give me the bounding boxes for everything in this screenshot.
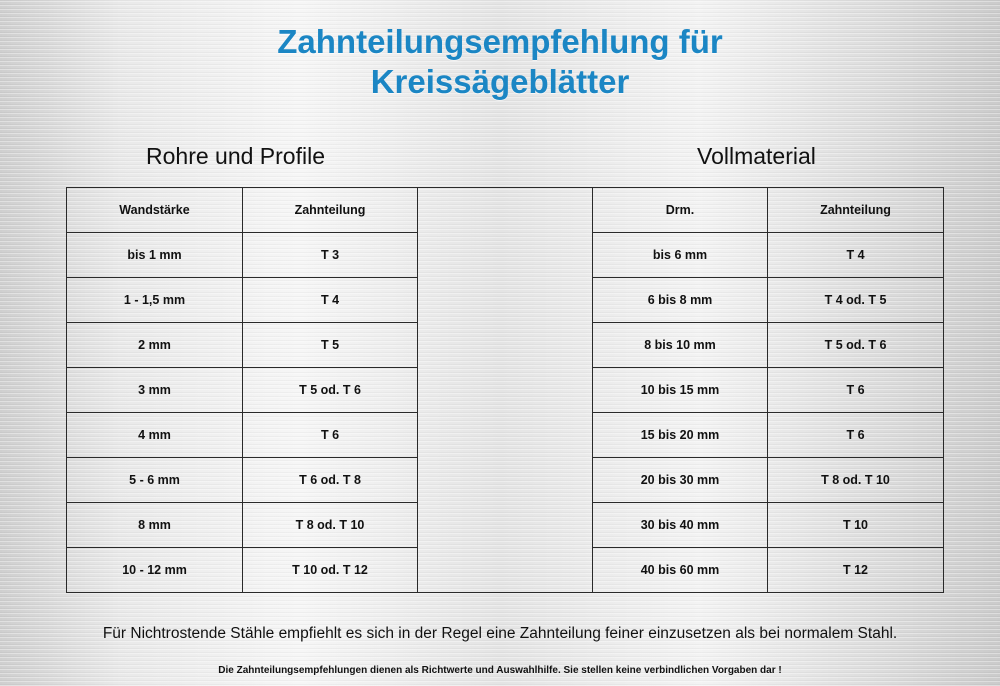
left-cell-wandstaerke: 3 mm: [67, 368, 243, 413]
right-section-heading: Vollmaterial: [697, 143, 816, 169]
left-cell-zahnteilung: T 5 od. T 6: [243, 368, 418, 413]
left-cell-wandstaerke: 8 mm: [67, 503, 243, 548]
right-header-cell: Drm.: [593, 188, 768, 233]
left-section-heading: Rohre und Profile: [146, 143, 325, 169]
right-cell-durchmesser: bis 6 mm: [593, 233, 768, 278]
right-cell-zahnteilung: T 12: [768, 548, 944, 593]
left-header-cell: Wandstärke: [67, 188, 243, 233]
left-cell-zahnteilung: T 3: [243, 233, 418, 278]
right-cell-zahnteilung: T 4 od. T 5: [768, 278, 944, 323]
stainless-note: Für Nichtrostende Stähle empfiehlt es sich in der Regel eine Zahnteilung feiner einzusetzen als bei normalem Stahl.: [102, 625, 898, 642]
left-cell-zahnteilung: T 6 od. T 8: [243, 458, 418, 503]
table-header-row: [67, 188, 944, 233]
right-cell-zahnteilung: T 10: [768, 503, 944, 548]
left-cell-wandstaerke: bis 1 mm: [67, 233, 243, 278]
recommendation-table: [66, 187, 944, 593]
left-cell-wandstaerke: 5 - 6 mm: [67, 458, 243, 503]
right-header-cell: Zahnteilung: [768, 188, 944, 233]
left-cell-zahnteilung: T 5: [243, 323, 418, 368]
left-header-cell: Zahnteilung: [243, 188, 418, 233]
left-cell-wandstaerke: 10 - 12 mm: [67, 548, 243, 593]
right-cell-zahnteilung: T 6: [768, 368, 944, 413]
left-cell-zahnteilung: T 6: [243, 413, 418, 458]
left-cell-zahnteilung: T 10 od. T 12: [243, 548, 418, 593]
right-cell-durchmesser: 30 bis 40 mm: [593, 503, 768, 548]
left-cell-wandstaerke: 1 - 1,5 mm: [67, 278, 243, 323]
page-title-line-1: Zahnteilungsempfehlung für: [277, 23, 723, 60]
right-cell-zahnteilung: T 8 od. T 10: [768, 458, 944, 503]
table-body: [67, 188, 944, 593]
right-cell-durchmesser: 10 bis 15 mm: [593, 368, 768, 413]
left-cell-wandstaerke: 4 mm: [67, 413, 243, 458]
right-cell-zahnteilung: T 6: [768, 413, 944, 458]
disclaimer: Die Zahnteilungsempfehlungen dienen als Richtwerte und Auswahlhilfe. Sie stellen keine verbindlichen Vorgaben dar !: [218, 665, 782, 676]
left-cell-zahnteilung: T 4: [243, 278, 418, 323]
page-title-line-2: Kreissägeblätter: [370, 63, 630, 100]
left-cell-zahnteilung: T 8 od. T 10: [243, 503, 418, 548]
right-cell-durchmesser: 40 bis 60 mm: [593, 548, 768, 593]
right-cell-zahnteilung: T 5 od. T 6: [768, 323, 944, 368]
right-cell-durchmesser: 6 bis 8 mm: [593, 278, 768, 323]
left-cell-wandstaerke: 2 mm: [67, 323, 243, 368]
right-cell-zahnteilung: T 4: [768, 233, 944, 278]
right-cell-durchmesser: 8 bis 10 mm: [593, 323, 768, 368]
right-cell-durchmesser: 15 bis 20 mm: [593, 413, 768, 458]
spacer-column: [418, 188, 593, 593]
right-cell-durchmesser: 20 bis 30 mm: [593, 458, 768, 503]
